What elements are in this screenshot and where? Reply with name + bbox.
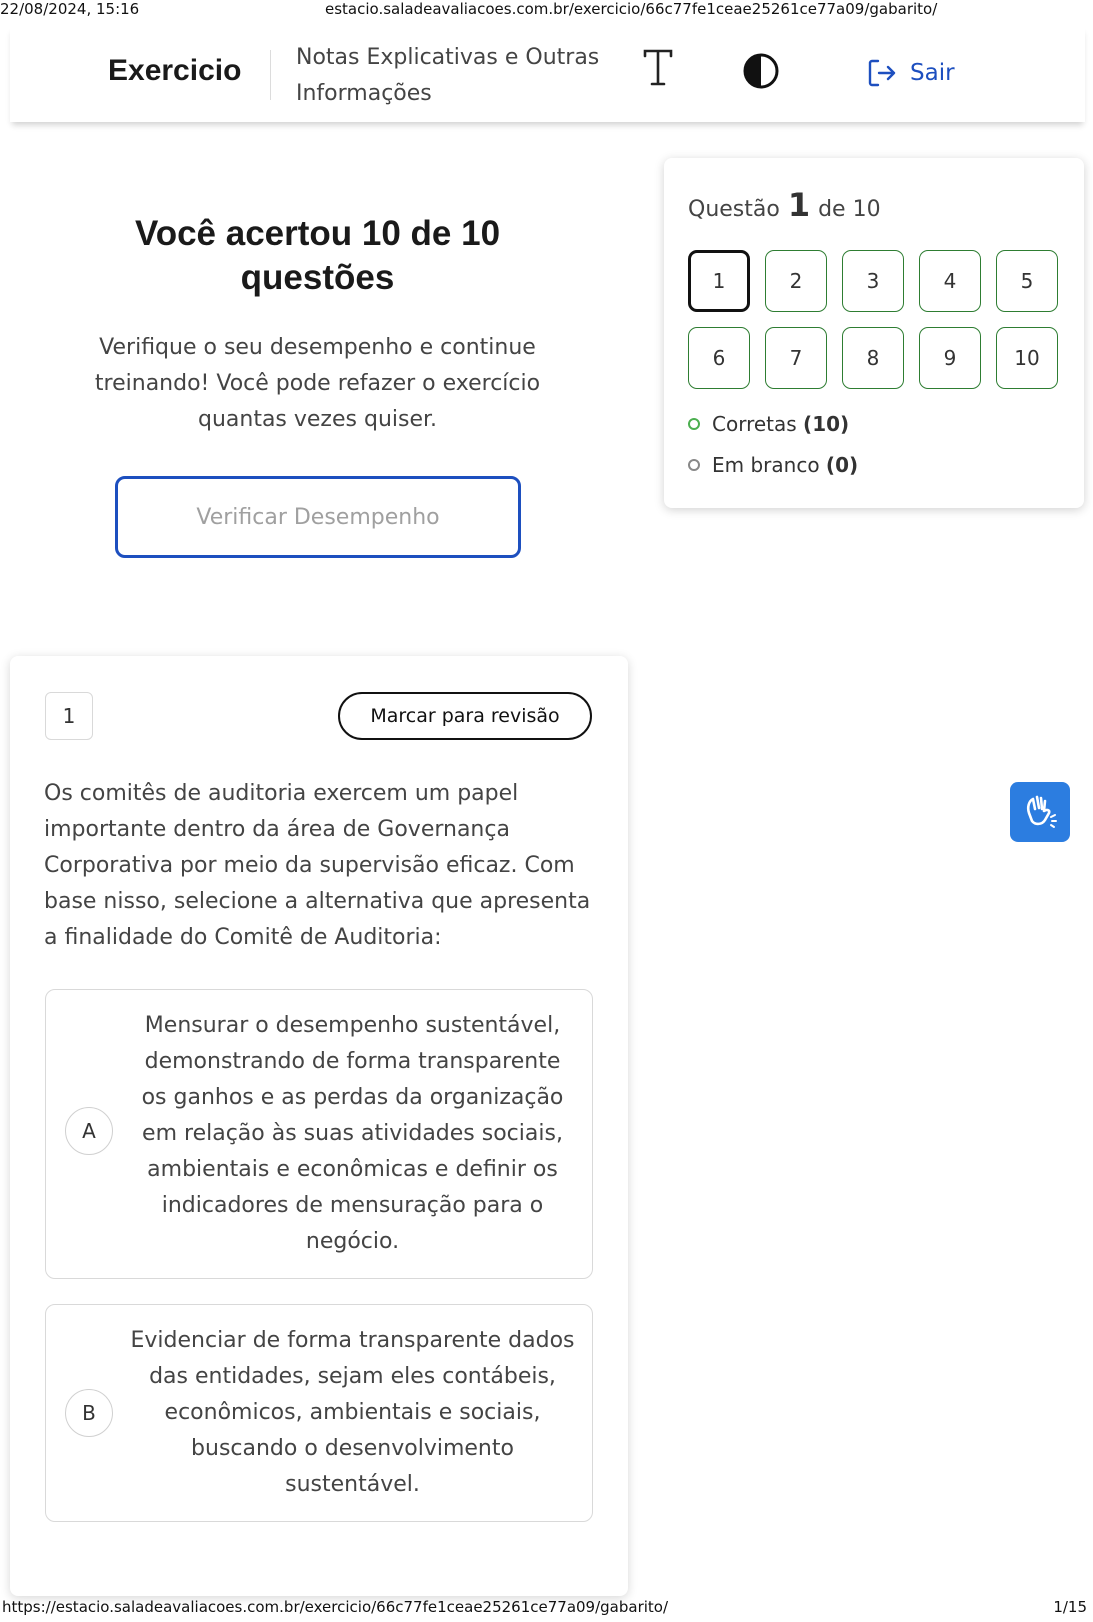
question-number-badge: 1: [45, 692, 93, 740]
alternative-text: Mensurar o desempenho sustentável, demonstrando de forma transparente os ganhos e as perdas da organização em relação às suas atividades sociais, ambientais e econômicas e definir os indicadores de mensuração para o negócio.: [141, 1013, 564, 1254]
print-datetime: 22/08/2024, 15:16: [0, 0, 140, 18]
print-url: estacio.saladeavaliacoes.com.br/exercicio/66c77fe1ceae25261ce77a09/gabarito/: [325, 0, 938, 18]
contrast-icon[interactable]: [742, 52, 780, 90]
logout-button[interactable]: [866, 54, 955, 92]
logout-label: Sair: [910, 60, 955, 86]
logout-icon: [866, 57, 898, 89]
print-footer-url: https://estacio.saladeavaliacoes.com.br/exercicio/66c77fe1ceae25261ce77a09/gabarito/: [2, 1598, 669, 1616]
question-counter: [688, 186, 881, 224]
question-button-6[interactable]: 6: [688, 327, 750, 389]
top-navbar: [10, 26, 1085, 122]
question-button-4[interactable]: 4: [919, 250, 981, 312]
correct-dot-icon: [688, 418, 700, 430]
question-navigator: [664, 158, 1084, 508]
legend-correct: [688, 412, 849, 436]
legend-blank-label: Em branco: [712, 453, 820, 477]
question-button-2[interactable]: 2: [765, 250, 827, 312]
legend-blank-count: (0): [825, 453, 859, 477]
print-footer: [0, 1598, 1093, 1620]
question-button-10[interactable]: 10: [996, 327, 1058, 389]
print-page-number: 1/15: [1053, 1598, 1087, 1616]
brand-title: Exercicio: [108, 54, 242, 87]
legend-correct-count: (10): [803, 412, 850, 436]
alternative-letter: B: [65, 1389, 113, 1437]
notes-link[interactable]: Notas Explicativas e Outras Informações: [296, 45, 600, 106]
alternative-letter: A: [65, 1107, 113, 1155]
question-counter-suffix: de 10: [818, 197, 881, 222]
question-button-8[interactable]: 8: [842, 327, 904, 389]
print-header: [0, 0, 1093, 20]
blank-dot-icon: [688, 459, 700, 471]
question-button-9[interactable]: 9: [919, 327, 981, 389]
navbar-divider: [270, 50, 271, 100]
alternative-a[interactable]: [45, 989, 593, 1279]
question-counter-prefix: Questão: [688, 197, 780, 222]
result-title: Você acertou 10 de 10 questões: [134, 214, 501, 297]
question-counter-current: 1: [787, 186, 811, 224]
alternative-b[interactable]: [45, 1304, 593, 1522]
question-button-3[interactable]: 3: [842, 250, 904, 312]
sign-language-button[interactable]: [1010, 782, 1070, 842]
mark-review-button[interactable]: Marcar para revisão: [338, 692, 592, 740]
legend-blank: [688, 453, 858, 477]
result-message: Verifique o seu desempenho e continue treinando! Você pode refazer o exercício quantas vezes quiser.: [94, 335, 541, 432]
question-card: [10, 656, 628, 1596]
legend-correct-label: Corretas: [712, 412, 797, 436]
question-button-1[interactable]: 1: [688, 250, 750, 312]
sign-language-icon: [1021, 793, 1059, 831]
question-button-7[interactable]: 7: [765, 327, 827, 389]
question-button-5[interactable]: 5: [996, 250, 1058, 312]
alternative-text: Evidenciar de forma transparente dados das entidades, sejam eles contábeis, econômicos, ambientais e sociais, buscando o desenvolvimento sustentável.: [130, 1328, 575, 1497]
question-stem: Os comitês de auditoria exercem um papel importante dentro da área de Governança Corporativa por meio da supervisão eficaz. Com base nisso, selecione a alternativa que apresenta a finalidade do Comitê de Auditoria:: [44, 781, 591, 950]
verify-performance-button[interactable]: Verificar Desempenho: [115, 476, 521, 558]
font-size-icon[interactable]: [640, 48, 676, 88]
